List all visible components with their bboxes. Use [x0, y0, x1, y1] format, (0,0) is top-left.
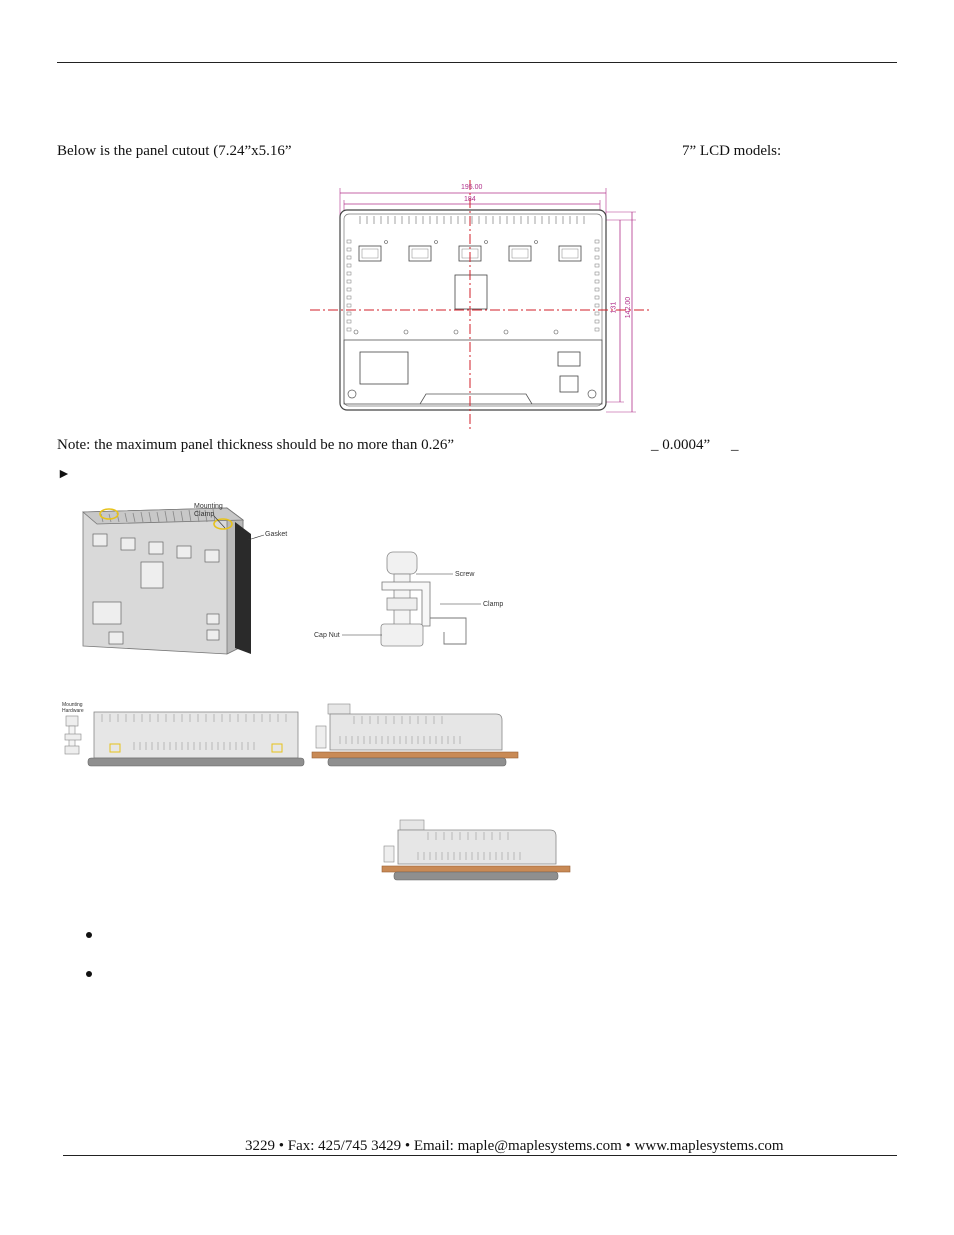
- gasket-label: Gasket: [265, 531, 288, 538]
- mounting-clamp-label: Mounting Clamp: [194, 503, 223, 518]
- dim-inner-width: 184: [464, 196, 476, 203]
- note-text: Note: the maximum panel thickness should be no more than 0.26”: [57, 437, 455, 453]
- bullet-1: [86, 932, 92, 938]
- dim-inner-height: 131: [610, 301, 618, 314]
- side-view-front: [88, 708, 306, 770]
- footer-rule: [63, 1155, 897, 1156]
- screw-label: Screw: [455, 571, 475, 578]
- mounting-hardware-label: Mounting Hardware: [62, 702, 84, 714]
- note-tolerance: _ 0.0004”: [651, 437, 711, 453]
- arrow-marker: ►: [57, 467, 71, 482]
- side-view-mounted-centered: [380, 818, 574, 886]
- dim-outer-width: 195.00: [461, 184, 483, 191]
- bullet-2: [86, 971, 92, 977]
- cap-nut-label: Cap Nut: [314, 632, 340, 639]
- intro-text-right: 7” LCD models:: [682, 143, 782, 159]
- side-view-mounted: [310, 698, 524, 770]
- note-trail: _: [731, 437, 739, 453]
- dim-outer-height: 142.00: [625, 296, 633, 319]
- intro-text-left: Below is the panel cutout (7.24”x5.16”: [57, 143, 292, 159]
- clamp-label: Clamp: [483, 601, 504, 608]
- footer-contact: 3229 • Fax: 425/745 3429 • Email: maple@maplesystems.com • www.maplesystems.com: [245, 1138, 784, 1154]
- mounting-hardware-sketch: [60, 708, 90, 758]
